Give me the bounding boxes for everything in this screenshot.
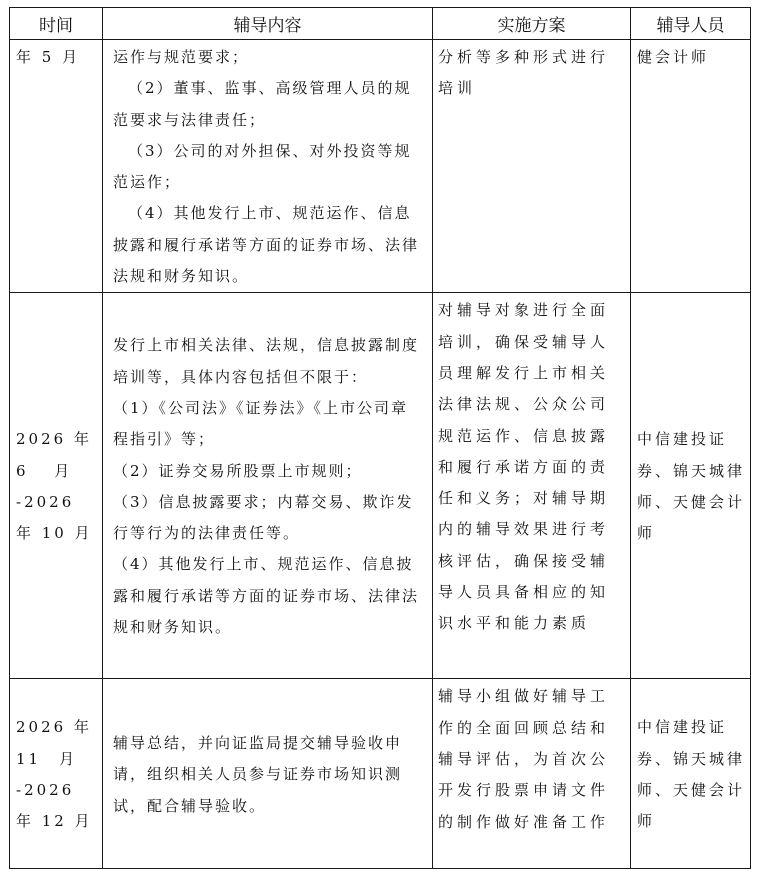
content-item: 运作与规范要求；: [113, 48, 250, 66]
table-header-row: [10, 8, 751, 40]
time-line: -2026: [16, 492, 75, 511]
time-cell: [10, 40, 103, 293]
content-cell: [103, 679, 433, 869]
time-line: 11 月: [16, 749, 78, 768]
time-line: 年 5 月: [16, 48, 81, 66]
plan-text: 辅导小组做好辅导工作的全面回顾总结和辅导评估，为首次公开发行股票申请文件的制作做好准备工作: [438, 687, 610, 831]
table-row: [10, 293, 751, 679]
plan-text: 对辅导对象进行全面培训，确保受辅导人员理解发行上市相关法律法规、公众公司规范运作、信息披露和履行承诺方面的责任和义务；对辅导期内的辅导效果进行考核评估，确保接受辅导人员具备相应的知识水平和能力素质: [438, 301, 610, 633]
time-line: 6 月: [16, 461, 73, 480]
plan-text: 分析等多种形式进行培训: [438, 48, 610, 98]
content-item: （1）《公司法》《证券法》《上市公司章程指引》等；: [113, 398, 409, 449]
content-cell: [103, 40, 433, 293]
time-line: 年 10 月: [16, 524, 93, 543]
content-item: （3）信息披露要求；内幕交易、欺诈发行等行为的法律责任等。: [113, 492, 414, 543]
time-cell: [10, 679, 103, 869]
staff-text: 中信建投证券、锦天城律师、天健会计师: [637, 718, 746, 831]
header-staff: 辅导人员: [631, 8, 751, 40]
time-line: 2026 年: [16, 718, 92, 737]
table-row: [10, 40, 751, 293]
plan-cell: [433, 293, 631, 679]
time-cell: [10, 293, 103, 679]
content-item: （4）其他发行上市、规范运作、信息披露和履行承诺等方面的证券市场、法律法规和财务知识。: [113, 555, 420, 637]
content-item: 发行上市相关法律、法规，信息披露制度培训等，具体内容包括但不限于：: [113, 336, 420, 386]
header-plan: 实施方案: [433, 8, 631, 40]
plan-cell: [433, 40, 631, 293]
staff-cell: [631, 40, 751, 293]
content-item: 辅导总结，并向证监局提交辅导验收申请，组织相关人员参与证券市场知识测试，配合辅导验收。: [113, 733, 403, 815]
staff-cell: [631, 679, 751, 869]
staff-text: 中信建投证券、锦天城律师、天健会计师: [637, 430, 746, 543]
content-item: （2）证券交易所股票上市规则；: [113, 461, 363, 480]
header-time: 时间: [10, 8, 103, 40]
content-item: （2）董事、监事、高级管理人员的规范要求与法律责任；: [113, 79, 412, 129]
time-line: 年 12 月: [16, 812, 93, 831]
document-page: [9, 7, 750, 869]
staff-text: 健会计师: [637, 48, 710, 66]
time-line: 2026 年: [16, 430, 92, 449]
header-content: 辅导内容: [103, 8, 433, 40]
time-line: -2026: [16, 780, 75, 799]
content-item: （4）其他发行上市、规范运作、信息披露和履行承诺等方面的证券市场、法律法规和财务知识。: [113, 204, 420, 286]
counseling-schedule-table: [9, 7, 751, 869]
content-item: （3）公司的对外担保、对外投资等规范运作；: [113, 141, 412, 192]
content-cell: [103, 293, 433, 679]
staff-cell: [631, 293, 751, 679]
table-row: [10, 679, 751, 869]
plan-cell: [433, 679, 631, 869]
